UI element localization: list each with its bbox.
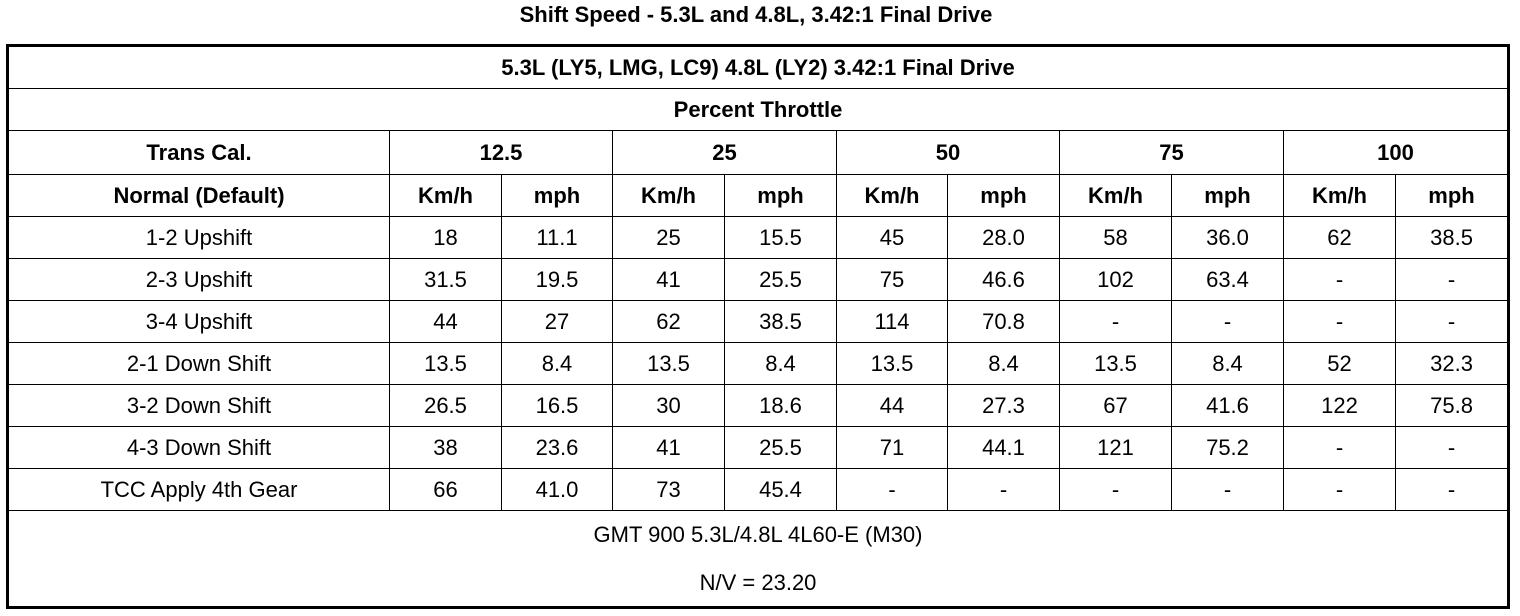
kmh-cell: 121: [1060, 427, 1172, 469]
row-label: 2-3 Upshift: [8, 259, 390, 301]
mph-cell: 18.6: [725, 385, 837, 427]
kmh-cell: 38: [390, 427, 502, 469]
mph-cell: 28.0: [948, 217, 1060, 259]
row-label: 1-2 Upshift: [8, 217, 390, 259]
mph-cell: 16.5: [502, 385, 613, 427]
mph-cell: -: [1396, 469, 1509, 511]
kmh-cell: 52: [1284, 343, 1396, 385]
mph-cell: 11.1: [502, 217, 613, 259]
mph-cell: -: [1396, 301, 1509, 343]
mph-cell: 45.4: [725, 469, 837, 511]
kmh-cell: 44: [390, 301, 502, 343]
table-row: [8, 469, 1509, 511]
footnote-model: GMT 900 5.3L/4.8L 4L60-E (M30): [593, 521, 923, 547]
table-row: [8, 301, 1509, 343]
table-row: [8, 259, 1509, 301]
mph-cell: 27: [502, 301, 613, 343]
kmh-cell: -: [1284, 469, 1396, 511]
kmh-cell: 13.5: [613, 343, 725, 385]
kmh-cell: 62: [613, 301, 725, 343]
kmh-cell: 13.5: [1060, 343, 1172, 385]
shift-speed-table: [6, 44, 1510, 609]
throttle-level-header: 100: [1284, 131, 1509, 175]
kmh-cell: 44: [837, 385, 948, 427]
row-label: 3-4 Upshift: [8, 301, 390, 343]
row-label: 4-3 Down Shift: [8, 427, 390, 469]
mph-cell: 46.6: [948, 259, 1060, 301]
kmh-cell: 13.5: [390, 343, 502, 385]
kmh-cell: 30: [613, 385, 725, 427]
mph-cell: 38.5: [725, 301, 837, 343]
kmh-cell: 25: [613, 217, 725, 259]
mph-cell: -: [1172, 301, 1284, 343]
unit-mph-header: mph: [502, 175, 613, 217]
mph-cell: 15.5: [725, 217, 837, 259]
mph-cell: 8.4: [1172, 343, 1284, 385]
mph-cell: 36.0: [1172, 217, 1284, 259]
mph-cell: 23.6: [502, 427, 613, 469]
kmh-cell: 67: [1060, 385, 1172, 427]
row-label: 2-1 Down Shift: [8, 343, 390, 385]
kmh-cell: 114: [837, 301, 948, 343]
table-row: [8, 343, 1509, 385]
footnote-nv-ratio: N/V = 23.20: [699, 569, 817, 595]
mph-cell: 25.5: [725, 259, 837, 301]
unit-kmh-header: Km/h: [1060, 175, 1172, 217]
mph-cell: -: [948, 469, 1060, 511]
kmh-cell: 71: [837, 427, 948, 469]
mph-cell: 41.6: [1172, 385, 1284, 427]
kmh-cell: 62: [1284, 217, 1396, 259]
kmh-cell: -: [1284, 301, 1396, 343]
kmh-cell: 58: [1060, 217, 1172, 259]
unit-mph-header: mph: [725, 175, 837, 217]
mph-cell: 32.3: [1396, 343, 1509, 385]
kmh-cell: 31.5: [390, 259, 502, 301]
unit-mph-header: mph: [1396, 175, 1509, 217]
kmh-cell: 45: [837, 217, 948, 259]
engine-header: 5.3L (LY5, LMG, LC9) 4.8L (LY2) 3.42:1 Final Drive: [8, 46, 1509, 89]
unit-kmh-header: Km/h: [837, 175, 948, 217]
mph-cell: -: [1396, 259, 1509, 301]
mph-cell: 75.2: [1172, 427, 1284, 469]
kmh-cell: 26.5: [390, 385, 502, 427]
row-label: 3-2 Down Shift: [8, 385, 390, 427]
unit-kmh-header: Km/h: [390, 175, 502, 217]
throttle-level-header: 50: [837, 131, 1060, 175]
kmh-cell: 18: [390, 217, 502, 259]
row-label: TCC Apply 4th Gear: [8, 469, 390, 511]
unit-kmh-header: Km/h: [613, 175, 725, 217]
kmh-cell: 102: [1060, 259, 1172, 301]
kmh-cell: 73: [613, 469, 725, 511]
kmh-cell: -: [1284, 259, 1396, 301]
unit-mph-header: mph: [948, 175, 1060, 217]
kmh-cell: 122: [1284, 385, 1396, 427]
table-row: [8, 385, 1509, 427]
kmh-cell: 13.5: [837, 343, 948, 385]
mph-cell: 44.1: [948, 427, 1060, 469]
mph-cell: 8.4: [502, 343, 613, 385]
kmh-cell: -: [1060, 469, 1172, 511]
mph-cell: 25.5: [725, 427, 837, 469]
unit-mph-header: mph: [1172, 175, 1284, 217]
kmh-cell: -: [837, 469, 948, 511]
unit-kmh-header: Km/h: [1284, 175, 1396, 217]
throttle-header: Percent Throttle: [8, 89, 1509, 131]
mph-cell: 27.3: [948, 385, 1060, 427]
mph-cell: 19.5: [502, 259, 613, 301]
table-row: [8, 217, 1509, 259]
mph-cell: 70.8: [948, 301, 1060, 343]
kmh-cell: -: [1284, 427, 1396, 469]
kmh-cell: 66: [390, 469, 502, 511]
kmh-cell: 41: [613, 427, 725, 469]
kmh-cell: 75: [837, 259, 948, 301]
trans-cal-header: Trans Cal.: [8, 131, 390, 175]
document-title: Shift Speed - 5.3L and 4.8L, 3.42:1 Final Drive: [519, 2, 993, 27]
mph-cell: 75.8: [1396, 385, 1509, 427]
mode-header: Normal (Default): [8, 175, 390, 217]
table-row: [8, 427, 1509, 469]
mph-cell: 38.5: [1396, 217, 1509, 259]
mph-cell: -: [1396, 427, 1509, 469]
throttle-level-header: 75: [1060, 131, 1284, 175]
table-footnote: [8, 511, 1509, 608]
kmh-cell: -: [1060, 301, 1172, 343]
mph-cell: 41.0: [502, 469, 613, 511]
throttle-level-header: 12.5: [390, 131, 613, 175]
mph-cell: -: [1172, 469, 1284, 511]
mph-cell: 8.4: [948, 343, 1060, 385]
throttle-level-header: 25: [613, 131, 837, 175]
mph-cell: 63.4: [1172, 259, 1284, 301]
mph-cell: 8.4: [725, 343, 837, 385]
kmh-cell: 41: [613, 259, 725, 301]
